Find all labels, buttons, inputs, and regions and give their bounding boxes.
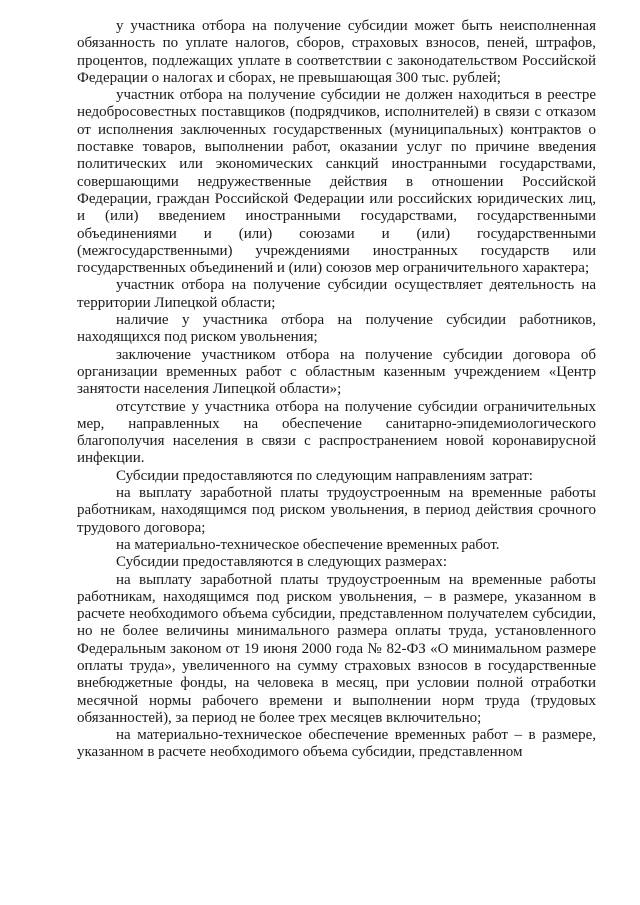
paragraph-subsidy-amounts: Субсидии предоставляются в следующих размерах: (116, 554, 448, 571)
paragraph-material-support: на материально-техническое обеспечение временных работ. (116, 536, 500, 553)
paragraph-cost-directions: Субсидии предоставляются по следующим направлениям затрат: (116, 467, 533, 484)
paragraph-material-amount: на материально-техническое обеспечение временных работ – в размере, указанном в расчете необходимого объема субсидии, представленном (77, 727, 596, 761)
paragraph-lipetsk-territory: участник отбора на получение субсидии осуществляет деятельность на территории Липецкой области; (77, 277, 596, 311)
paragraph-wage-payment: на выплату заработной платы трудоустроенным на временные работы работникам, находящимся под риском увольнения, в период действия срочного трудового договора; (77, 485, 596, 536)
document-body (77, 18, 596, 762)
paragraph-no-restrictions: отсутствие у участника отбора на получение субсидии ограничительных мер, направленных на обеспечение санитарно-эпидемиологического благополучия населения в связи с распространением новой коронавирусной инфекции. (77, 398, 596, 467)
paragraph-wage-amount: на выплату заработной платы трудоустроенным на временные работы работникам, находящимся под риском увольнения, – в размере, указанном в расчете необходимого объема субсидии, представленном получателем субсидии, но не более величины минимального размера оплаты труда, установленного Федеральным законом от 19 июня 2000 года № 82-ФЗ «О минимальном размере оплаты труда», увеличенного на сумму страховых взносов в государственные внебюджетные фонды, на человека в месяц, при условии полной отработки месячной нормы рабочего времени и выполнении норм труда (трудовых обязанностей), за период не более трех месяцев включительно; (77, 571, 596, 726)
paragraph-employees-at-risk: наличие у участника отбора на получение субсидии работников, находящихся под риском увольнения; (77, 312, 596, 346)
paragraph-tax-debt: у участника отбора на получение субсидии может быть неисполненная обязанность по уплате налогов, сборов, страховых взносов, пеней, штрафов, процентов, подлежащих уплате в соответствии с законодательством Российской Федерации о налогах и сборах, не превышающая 300 тыс. рублей; (77, 18, 596, 86)
paragraph-temporary-work-contract: заключение участником отбора на получение субсидии договора об организации временных работ с областным казенным учреждением «Центр занятости населения Липецкой области»; (77, 346, 596, 398)
paragraph-unfair-suppliers-registry: участник отбора на получение субсидии не должен находиться в реестре недобросовестных поставщиков (подрядчиков, исполнителей) в связи с отказом от исполнения заключенных государственных (муниципальных) контрактов о поставке товаров, выполнении работ, оказании услуг по причине введения политических или экономических санкций иностранными государствами, совершающими недружественные действия в отношении Российской Федерации, граждан Российской Федерации или российских юридических лиц, и (или) введением иностранными государствами, государственными объединениями и (или) союзами и (или) государственными (межгосударственными) учреждениями иностранных государств или государственных объединений и (или) союзов мер ограничительного характера; (77, 87, 596, 277)
